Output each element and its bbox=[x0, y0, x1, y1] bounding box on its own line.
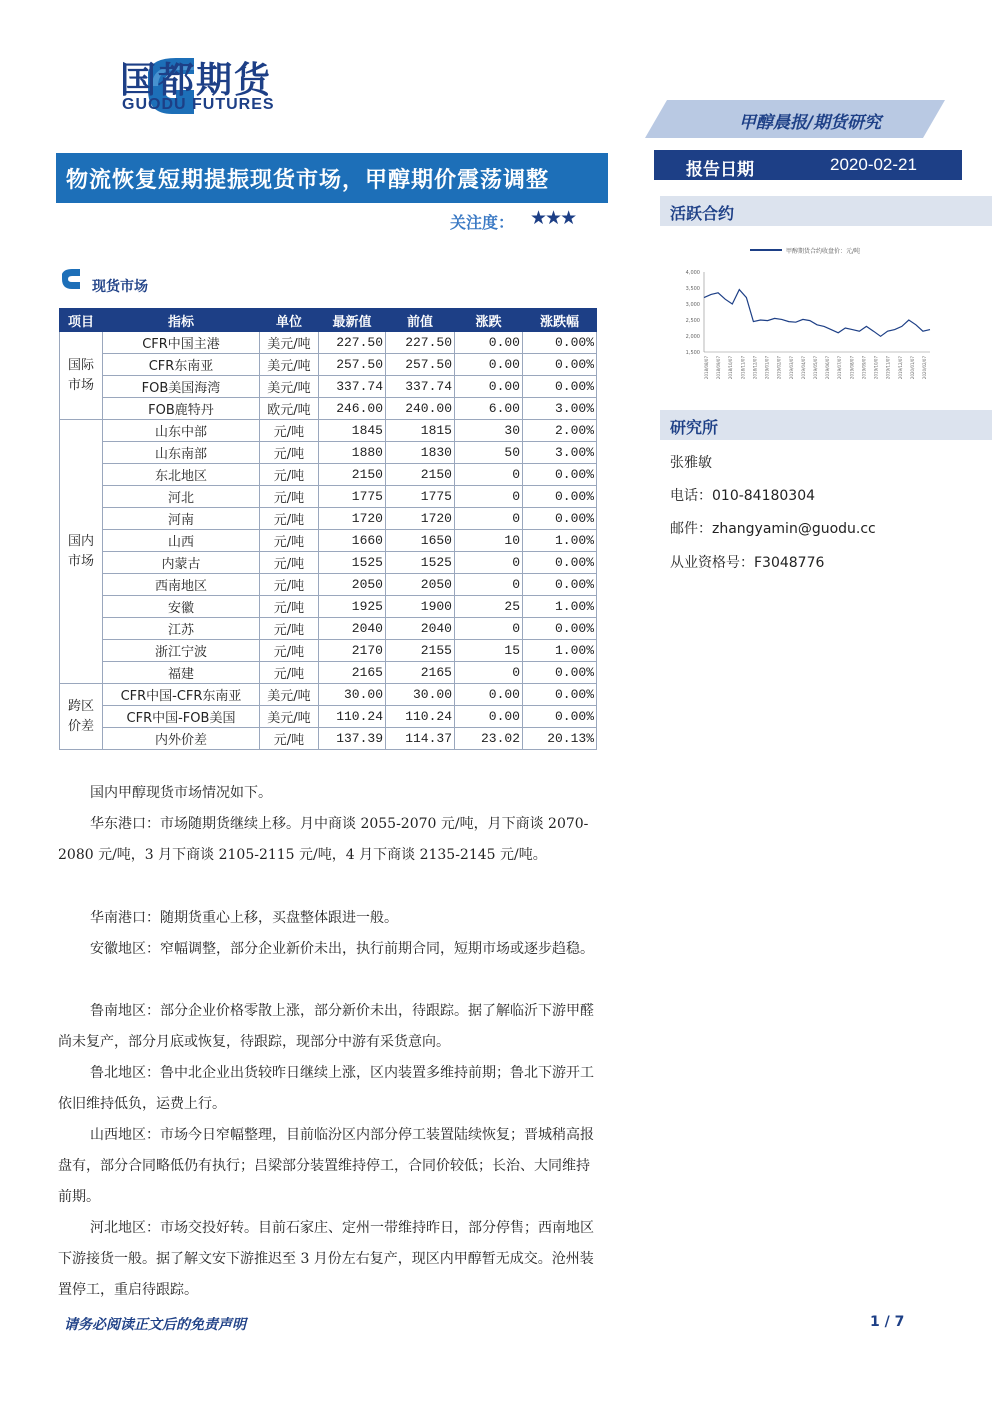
indicator-cell: 安徽 bbox=[103, 596, 260, 618]
paragraph: 华南港口：随期货重心上移，买盘整体跟进一般。 bbox=[90, 910, 398, 926]
value-cell: 25 bbox=[455, 596, 523, 618]
value-cell: 110.24 bbox=[386, 706, 455, 728]
brand-name-cn: 国都期货 bbox=[120, 60, 273, 101]
indicator-cell: CFR中国主港 bbox=[103, 332, 260, 354]
table-header-row bbox=[60, 309, 597, 332]
page-number: 1 / 7 bbox=[870, 1314, 905, 1330]
indicator-cell: 福建 bbox=[103, 662, 260, 684]
value-cell: 1900 bbox=[386, 596, 455, 618]
value-cell: 0.00% bbox=[523, 618, 597, 640]
value-cell: 137.39 bbox=[319, 728, 386, 750]
value-cell: 1830 bbox=[386, 442, 455, 464]
table-row bbox=[60, 420, 597, 442]
value-cell: 元/吨 bbox=[260, 640, 319, 662]
value-cell: 元/吨 bbox=[260, 574, 319, 596]
value-cell: 0.00% bbox=[523, 332, 597, 354]
value-cell: 0.00 bbox=[455, 354, 523, 376]
indicator-cell: 江苏 bbox=[103, 618, 260, 640]
value-cell: 美元/吨 bbox=[260, 376, 319, 398]
value-cell: 2.00% bbox=[523, 420, 597, 442]
value-cell: 元/吨 bbox=[260, 728, 319, 750]
indicator-cell: 内外价差 bbox=[103, 728, 260, 750]
indicator-cell: 山东南部 bbox=[103, 442, 260, 464]
value-cell: 元/吨 bbox=[260, 420, 319, 442]
value-cell: 元/吨 bbox=[260, 442, 319, 464]
table-row bbox=[60, 486, 597, 508]
value-cell: 227.50 bbox=[386, 332, 455, 354]
table-row bbox=[60, 684, 597, 706]
value-cell: 0.00 bbox=[455, 684, 523, 706]
value-cell: 20.13% bbox=[523, 728, 597, 750]
attention-label: 关注度： bbox=[450, 213, 515, 232]
value-cell: 0 bbox=[455, 618, 523, 640]
x-tick-label: 2019/06/07 bbox=[825, 356, 831, 380]
value-cell: 0 bbox=[455, 662, 523, 684]
report-title: 物流恢复短期提振现货市场，甲醇期价震荡调整 bbox=[66, 168, 550, 193]
value-cell: 30 bbox=[455, 420, 523, 442]
value-cell: 10 bbox=[455, 530, 523, 552]
table-row bbox=[60, 464, 597, 486]
value-cell: 0.00% bbox=[523, 354, 597, 376]
x-tick-label: 2019/04/07 bbox=[800, 356, 806, 380]
x-tick-label: 2019/05/07 bbox=[813, 356, 818, 380]
value-cell: 2150 bbox=[386, 464, 455, 486]
x-tick-label: 2019/07/07 bbox=[837, 356, 843, 380]
value-cell: 0.00% bbox=[523, 684, 597, 706]
indicator-cell: 浙江宁波 bbox=[103, 640, 260, 662]
value-cell: 1925 bbox=[319, 596, 386, 618]
analyst-phone: 电话：010-84180304 bbox=[670, 488, 816, 504]
value-cell: 6.00 bbox=[455, 398, 523, 420]
value-cell: 1775 bbox=[319, 486, 386, 508]
value-cell: 337.74 bbox=[386, 376, 455, 398]
value-cell: 1525 bbox=[319, 552, 386, 574]
paragraph: 华东港口：市场随期货继续上移。月中商谈 2055-2070 元/吨，月下商谈 2070-2080 元/吨，3 月下商谈 2105-2115 元/吨，4 月下商谈 2135-2145 元/吨。 bbox=[58, 816, 589, 863]
table-row bbox=[60, 530, 597, 552]
value-cell: 2040 bbox=[386, 618, 455, 640]
value-cell: 110.24 bbox=[319, 706, 386, 728]
table-row bbox=[60, 354, 597, 376]
analyst-email[interactable]: 邮件：zhangyamin@guodu.cc bbox=[670, 521, 876, 537]
value-cell: 1.00% bbox=[523, 596, 597, 618]
value-cell: 2165 bbox=[319, 662, 386, 684]
value-cell: 元/吨 bbox=[260, 530, 319, 552]
disclaimer-link[interactable]: 请务必阅读正文后的免责声明 bbox=[64, 1317, 246, 1333]
x-tick-label: 2018/10/07 bbox=[728, 356, 734, 380]
x-tick-label: 2019/10/07 bbox=[873, 356, 879, 380]
y-tick-label: 3,500 bbox=[685, 286, 700, 292]
x-tick-label: 2018/11/07 bbox=[740, 356, 746, 380]
x-tick-label: 2019/02/07 bbox=[776, 356, 782, 380]
value-cell: 257.50 bbox=[319, 354, 386, 376]
value-cell: 2050 bbox=[386, 574, 455, 596]
y-tick-label: 2,500 bbox=[685, 318, 700, 324]
indicator-cell: 河北 bbox=[103, 486, 260, 508]
value-cell: 2050 bbox=[319, 574, 386, 596]
indicator-cell: FOB鹿特丹 bbox=[103, 398, 260, 420]
value-cell: 15 bbox=[455, 640, 523, 662]
table-header-cell: 项目 bbox=[60, 309, 103, 332]
indicator-cell: 西南地区 bbox=[103, 574, 260, 596]
research-label: 研究所 bbox=[670, 418, 719, 437]
table-row bbox=[60, 398, 597, 420]
x-tick-label: 2018/09/07 bbox=[716, 356, 722, 380]
table-row bbox=[60, 706, 597, 728]
x-tick-label: 2018/12/07 bbox=[752, 356, 758, 380]
value-cell: 0.00% bbox=[523, 574, 597, 596]
value-cell: 元/吨 bbox=[260, 662, 319, 684]
report-type: 甲醇晨报/期货研究 bbox=[738, 113, 882, 133]
attention-stars: ★★★ bbox=[530, 207, 576, 229]
value-cell: 0.00 bbox=[455, 376, 523, 398]
x-tick-label: 2019/11/07 bbox=[885, 356, 891, 380]
paragraph: 河北地区：市场交投好转。目前石家庄、定州一带维持昨日，部分停售；西南地区下游接货一般。据了解文安下游推迟至 3 月份左右复产，现区内甲醇暂无成交。沧州装置停工，重启待跟踪。 bbox=[58, 1220, 594, 1298]
value-cell: 美元/吨 bbox=[260, 684, 319, 706]
value-cell: 1.00% bbox=[523, 530, 597, 552]
table-row bbox=[60, 662, 597, 684]
table-row bbox=[60, 728, 597, 750]
value-cell: 1775 bbox=[386, 486, 455, 508]
y-tick-label: 4,000 bbox=[685, 270, 700, 276]
value-cell: 2155 bbox=[386, 640, 455, 662]
value-cell: 30.00 bbox=[319, 684, 386, 706]
series-line bbox=[704, 290, 930, 337]
indicator-cell: CFR中国-FOB美国 bbox=[103, 706, 260, 728]
value-cell: 美元/吨 bbox=[260, 332, 319, 354]
spot-price-table bbox=[59, 308, 597, 750]
legend-label: 甲醇期货合约收盘价：元/吨 bbox=[786, 248, 861, 255]
value-cell: 元/吨 bbox=[260, 596, 319, 618]
table-row bbox=[60, 618, 597, 640]
value-cell: 1525 bbox=[386, 552, 455, 574]
value-cell: 0.00% bbox=[523, 508, 597, 530]
value-cell: 0 bbox=[455, 464, 523, 486]
analyst-name: 张雅敏 bbox=[670, 455, 712, 471]
indicator-cell: 山西 bbox=[103, 530, 260, 552]
analyst-license: 从业资格号：F3048776 bbox=[670, 555, 825, 571]
value-cell: 美元/吨 bbox=[260, 354, 319, 376]
value-cell: 元/吨 bbox=[260, 552, 319, 574]
y-tick-label: 1,500 bbox=[685, 350, 700, 356]
value-cell: 30.00 bbox=[386, 684, 455, 706]
value-cell: 0.00 bbox=[455, 706, 523, 728]
methanol-futures-chart bbox=[660, 236, 950, 406]
table-header-cell: 最新值 bbox=[319, 309, 386, 332]
value-cell: 2170 bbox=[319, 640, 386, 662]
indicator-cell: 内蒙古 bbox=[103, 552, 260, 574]
value-cell: 0.00% bbox=[523, 376, 597, 398]
table-row bbox=[60, 442, 597, 464]
table-group-label: 国际 市场 bbox=[60, 332, 103, 420]
value-cell: 1880 bbox=[319, 442, 386, 464]
value-cell: 1650 bbox=[386, 530, 455, 552]
table-group-label: 国内 市场 bbox=[60, 420, 103, 684]
value-cell: 240.00 bbox=[386, 398, 455, 420]
value-cell: 0.00% bbox=[523, 486, 597, 508]
value-cell: 257.50 bbox=[386, 354, 455, 376]
value-cell: 23.02 bbox=[455, 728, 523, 750]
paragraph: 安徽地区：窄幅调整，部分企业新价未出，执行前期合同，短期市场或逐步趋稳。 bbox=[90, 941, 594, 957]
table-group-label: 跨区 价差 bbox=[60, 684, 103, 750]
value-cell: 元/吨 bbox=[260, 508, 319, 530]
x-tick-label: 2019/03/07 bbox=[788, 356, 794, 380]
paragraph: 鲁北地区：鲁中北企业出货较昨日继续上涨，区内装置多维持前期；鲁北下游开工依旧维持低负，运费上行。 bbox=[58, 1065, 594, 1112]
table-header-cell: 涨跌 bbox=[455, 309, 523, 332]
y-tick-label: 3,000 bbox=[685, 302, 700, 308]
table-row bbox=[60, 376, 597, 398]
value-cell: 1845 bbox=[319, 420, 386, 442]
value-cell: 246.00 bbox=[319, 398, 386, 420]
table-row bbox=[60, 332, 597, 354]
value-cell: 2165 bbox=[386, 662, 455, 684]
paragraph: 鲁南地区：部分企业价格零散上涨，部分新价未出，待跟踪。据了解临沂下游甲醛尚未复产，部分月底或恢复，待跟踪，现部分中游有采货意向。 bbox=[58, 1003, 594, 1050]
value-cell: 0 bbox=[455, 574, 523, 596]
value-cell: 0 bbox=[455, 486, 523, 508]
indicator-cell: 河南 bbox=[103, 508, 260, 530]
indicator-cell: CFR中国-CFR东南亚 bbox=[103, 684, 260, 706]
x-tick-label: 2020/01/07 bbox=[909, 356, 915, 380]
value-cell: 元/吨 bbox=[260, 618, 319, 640]
value-cell: 337.74 bbox=[319, 376, 386, 398]
x-tick-label: 2020/02/07 bbox=[922, 356, 927, 380]
value-cell: 元/吨 bbox=[260, 486, 319, 508]
value-cell: 0 bbox=[455, 508, 523, 530]
value-cell: 1815 bbox=[386, 420, 455, 442]
value-cell: 3.00% bbox=[523, 398, 597, 420]
y-tick-label: 2,000 bbox=[685, 334, 700, 340]
x-tick-label: 2019/09/07 bbox=[861, 356, 867, 380]
table-row bbox=[60, 640, 597, 662]
section-icon bbox=[60, 268, 82, 290]
value-cell: 1660 bbox=[319, 530, 386, 552]
table-header-cell: 指标 bbox=[103, 309, 260, 332]
paragraph: 山西地区：市场今日窄幅整理，目前临汾区内部分停工装置陆续恢复；晋城稍高报盘有，部分合同略低仍有执行；吕梁部分装置维持停工，合同价较低；长治、大同维持前期。 bbox=[58, 1127, 594, 1205]
table-header-cell: 前值 bbox=[386, 309, 455, 332]
value-cell: 114.37 bbox=[386, 728, 455, 750]
value-cell: 0.00% bbox=[523, 706, 597, 728]
x-tick-label: 2019/08/07 bbox=[849, 356, 855, 380]
value-cell: 3.00% bbox=[523, 442, 597, 464]
value-cell: 1720 bbox=[319, 508, 386, 530]
value-cell: 1.00% bbox=[523, 640, 597, 662]
table-row bbox=[60, 596, 597, 618]
value-cell: 0.00% bbox=[523, 662, 597, 684]
value-cell: 2040 bbox=[319, 618, 386, 640]
table-row bbox=[60, 574, 597, 596]
table-row bbox=[60, 508, 597, 530]
active-contract-header bbox=[660, 196, 992, 226]
value-cell: 0.00% bbox=[523, 464, 597, 486]
brand-name-en: GUODU FUTURES bbox=[122, 96, 275, 113]
x-tick-label: 2019/01/07 bbox=[764, 356, 770, 380]
indicator-cell: 东北地区 bbox=[103, 464, 260, 486]
value-cell: 0 bbox=[455, 552, 523, 574]
value-cell: 227.50 bbox=[319, 332, 386, 354]
value-cell: 元/吨 bbox=[260, 464, 319, 486]
value-cell: 美元/吨 bbox=[260, 706, 319, 728]
research-header bbox=[660, 410, 992, 440]
value-cell: 1720 bbox=[386, 508, 455, 530]
value-cell: 2150 bbox=[319, 464, 386, 486]
x-tick-label: 2018/08/07 bbox=[704, 356, 709, 380]
value-cell: 50 bbox=[455, 442, 523, 464]
value-cell: 0.00% bbox=[523, 552, 597, 574]
report-date: 2020-02-21 bbox=[830, 155, 917, 174]
table-header-cell: 涨跌幅 bbox=[523, 309, 597, 332]
indicator-cell: 山东中部 bbox=[103, 420, 260, 442]
indicator-cell: CFR东南亚 bbox=[103, 354, 260, 376]
value-cell: 欧元/吨 bbox=[260, 398, 319, 420]
spot-section-label: 现货市场 bbox=[92, 279, 148, 295]
table-row bbox=[60, 552, 597, 574]
active-contract-label: 活跃合约 bbox=[670, 204, 735, 223]
paragraph: 国内甲醇现货市场情况如下。 bbox=[90, 785, 272, 801]
table-header-cell: 单位 bbox=[260, 309, 319, 332]
date-label: 报告日期 bbox=[686, 160, 754, 180]
value-cell: 0.00 bbox=[455, 332, 523, 354]
x-tick-label: 2019/12/07 bbox=[897, 356, 903, 380]
indicator-cell: FOB美国海湾 bbox=[103, 376, 260, 398]
